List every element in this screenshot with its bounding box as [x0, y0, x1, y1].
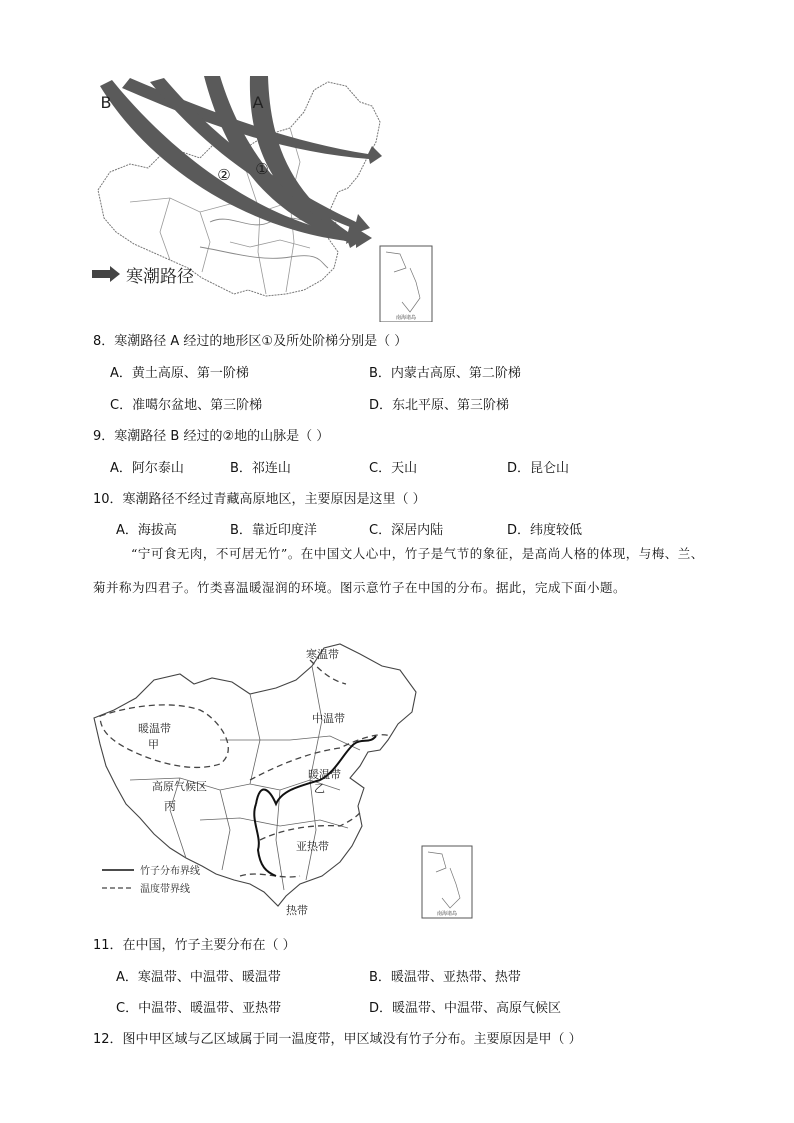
- legend-text: 寒潮路径: [126, 267, 194, 287]
- q11-option-c[interactable]: C．中温带、暖温带、亚热带: [116, 1001, 282, 1016]
- q10-option-c[interactable]: C．深居内陆: [369, 523, 444, 538]
- temperature-line-3: [310, 660, 346, 684]
- label-bing: 丙: [164, 799, 177, 813]
- q8-option-d[interactable]: D．东北平原、第三阶梯: [369, 398, 510, 413]
- question-9-stem: 9．寒潮路径 B 经过的②地的山脉是（ ）: [93, 429, 330, 444]
- q8-option-b[interactable]: B．内蒙古高原、第二阶梯: [369, 366, 521, 381]
- q10-option-b[interactable]: B．靠近印度洋: [230, 523, 317, 538]
- q9-option-a[interactable]: A．阿尔泰山: [110, 461, 184, 476]
- legend-arrow-icon: [92, 266, 120, 282]
- cold-wave-map: [90, 72, 450, 322]
- inset-caption-2: 南海诸岛: [436, 911, 458, 917]
- q8-option-a[interactable]: A．黄土高原、第一阶梯: [110, 366, 249, 381]
- zone-tropical: 热带: [286, 904, 308, 917]
- q8-option-c[interactable]: C．准噶尔盆地、第三阶梯: [110, 398, 263, 413]
- question-11-stem: 11．在中国，竹子主要分布在（ ）: [93, 938, 296, 953]
- legend-temp-text: 温度带界线: [140, 884, 190, 895]
- temperature-line-1: [100, 705, 228, 768]
- zone-warm-temperate-2: 暖温带: [308, 768, 341, 781]
- inset-caption: 南海诸岛: [395, 315, 417, 321]
- zone-plateau: 高原气候区: [152, 780, 207, 793]
- q10-option-d[interactable]: D．纬度较低: [507, 523, 583, 538]
- q9-option-b[interactable]: B．祁连山: [230, 461, 291, 476]
- question-8-stem: 8．寒潮路径 A 经过的地形区①及所处阶梯分别是（ ）: [93, 334, 408, 349]
- q10-option-a[interactable]: A．海拔高: [116, 523, 177, 538]
- path-label-a: A: [252, 93, 264, 112]
- temperature-line-5: [240, 874, 300, 877]
- q11-option-a[interactable]: A．寒温带、中温带、暖温带: [116, 970, 281, 985]
- zone-warm-temperate-1: 暖温带: [138, 722, 171, 735]
- zone-cold-temperate: 寒温带: [306, 648, 339, 661]
- legend-bamboo-text: 竹子分布界线: [140, 866, 200, 877]
- bamboo-distribution-map: [90, 640, 475, 922]
- label-jia: 甲: [148, 738, 159, 751]
- bamboo-passage: “宁可食无肉，不可居无竹”。在中国文人心中，竹子是气节的象征，是高尚人格的体现，与梅、兰、菊并称为四君子。竹类喜温暖湿润的环境。图示意竹子在中国的分布。据此，完成下面小题。: [93, 546, 704, 595]
- path-label-b: B: [100, 93, 112, 112]
- inset-south-china-sea: [380, 246, 432, 322]
- question-10-stem: 10．寒潮路径不经过青藏高原地区，主要原因是这里（ ）: [93, 492, 426, 507]
- q9-option-c[interactable]: C．天山: [369, 461, 418, 476]
- q11-option-d[interactable]: D．暖温带、中温带、高原气候区: [369, 1001, 562, 1016]
- q9-option-d[interactable]: D．昆仑山: [507, 461, 570, 476]
- q11-option-b[interactable]: B．暖温带、亚热带、热带: [369, 970, 521, 985]
- label-yi: 乙: [314, 782, 325, 795]
- zone-mid-temperate: 中温带: [312, 712, 345, 725]
- zone-subtropical: 亚热带: [296, 840, 329, 853]
- marker-1: ①: [255, 160, 269, 178]
- inset-south-china-sea-2: [422, 846, 472, 918]
- question-12-stem: 12．图中甲区域与乙区域属于同一温度带，甲区域没有竹子分布。主要原因是甲（ ）: [93, 1032, 582, 1047]
- marker-2: ②: [217, 166, 231, 184]
